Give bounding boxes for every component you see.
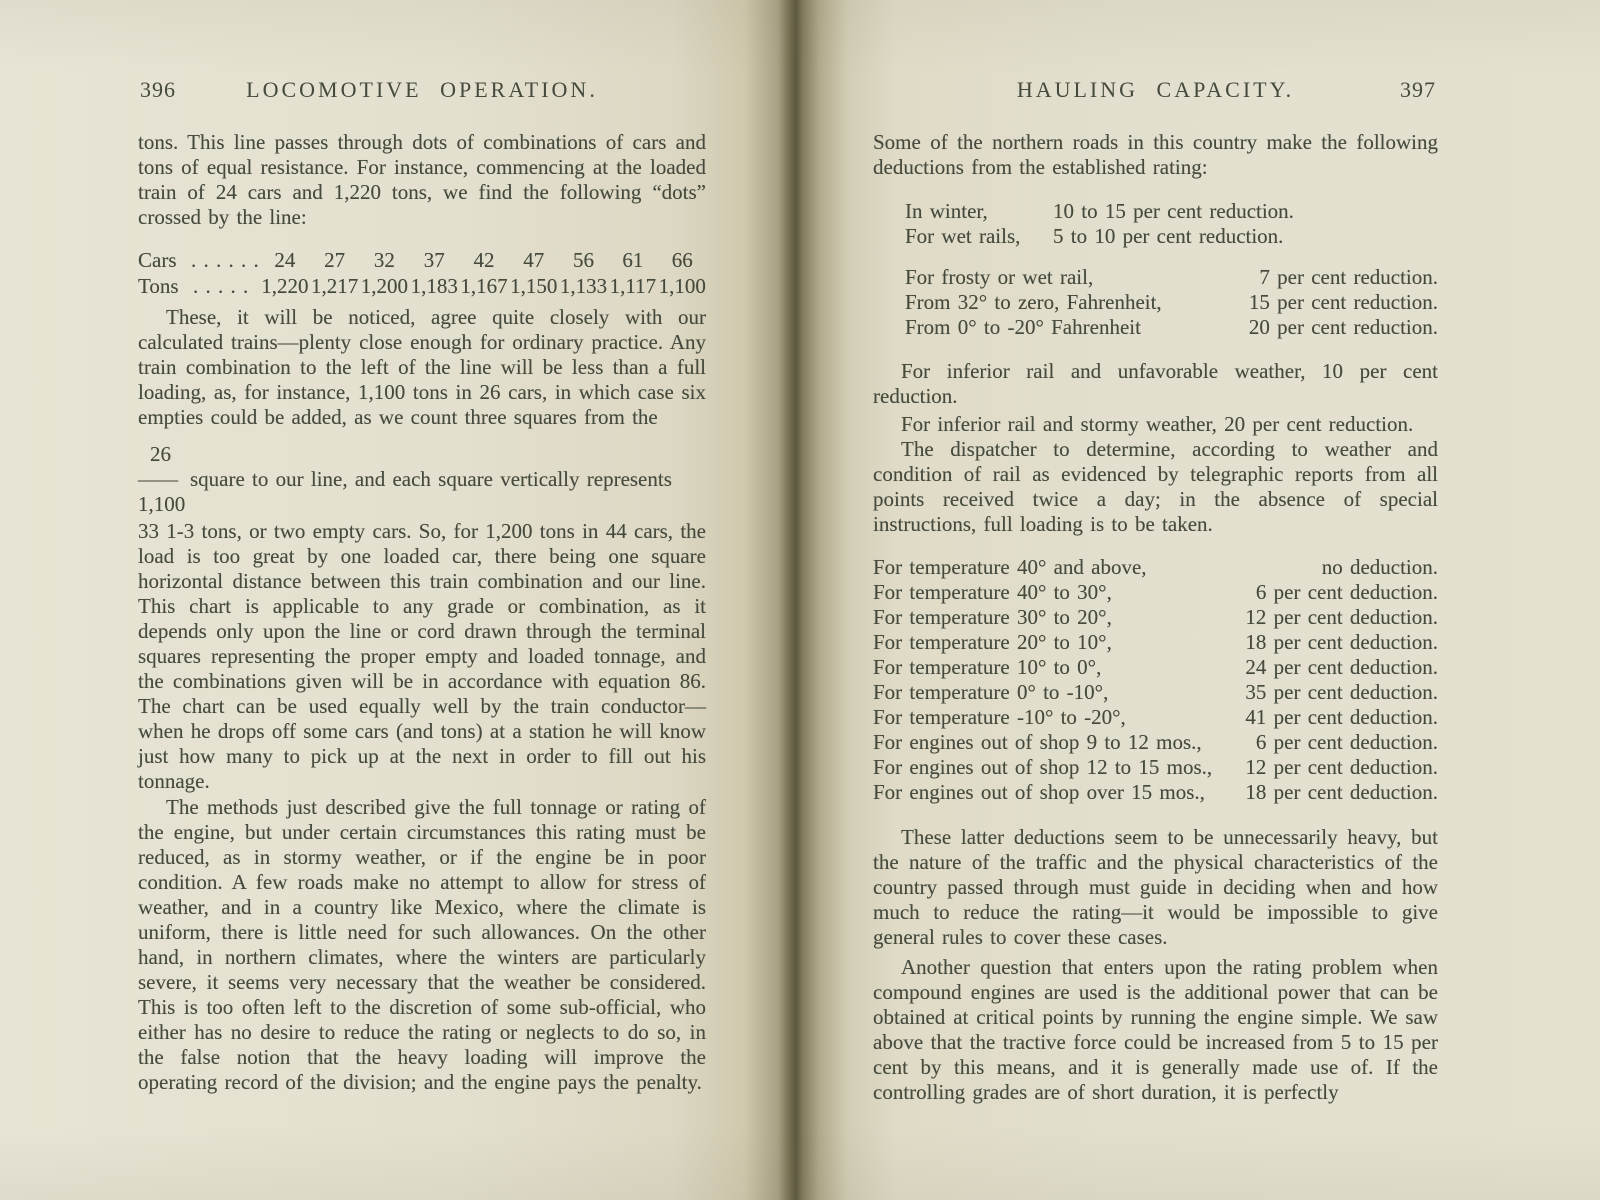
right-running-head: HAULING CAPACITY. (1016, 77, 1295, 102)
deduction-row (905, 315, 1438, 340)
cars-value: 27 (324, 248, 346, 272)
deduction-row (873, 705, 1438, 730)
deduction-value: 15 per cent reduction. (1248, 290, 1438, 314)
deduction-value: 24 per cent deduction. (1245, 655, 1438, 679)
tons-value: 1,200 (360, 274, 409, 298)
deduction-value: 35 per cent deduction. (1245, 680, 1438, 704)
deduction-row (873, 630, 1438, 655)
cars-tons-table (138, 247, 706, 299)
deduction-label: In winter, (905, 199, 988, 223)
deduction-value: 12 per cent deduction. (1245, 755, 1438, 779)
deduction-label: For frosty or wet rail, (905, 265, 1094, 289)
paragraph-inferior-unfavorable: For inferior rail and unfavorable weather, 10 per cent reduction. (873, 359, 1438, 408)
deduction-label: From 32° to zero, Fahrenheit, (905, 290, 1162, 314)
fraction-line-text: square to our line, and each square vertically represents (190, 467, 672, 491)
cars-tons-column (311, 247, 358, 299)
deduction-value: 18 per cent deduction. (1245, 780, 1438, 804)
deduction-label: For wet rails, (905, 224, 1021, 248)
cars-tons-column (610, 247, 656, 299)
winter-deduction-list (873, 199, 1438, 249)
fraction-numerator: 26 (150, 442, 171, 466)
deduction-value: 5 to 10 per cent reduction. (1053, 224, 1284, 248)
cars-value: 61 (622, 248, 644, 272)
fraction-block (138, 442, 706, 517)
deduction-row (873, 730, 1438, 755)
cars-tons-column (659, 247, 706, 299)
left-page-number: 396 (140, 77, 176, 102)
deduction-label: For engines out of shop 9 to 12 mos., (873, 730, 1202, 754)
deduction-row (873, 680, 1438, 705)
cars-tons-column (560, 247, 607, 299)
cars-tons-column (510, 247, 557, 299)
deduction-label: For temperature 30° to 20°, (873, 605, 1112, 629)
deduction-value: 6 per cent deduction. (1255, 580, 1438, 604)
cars-value: 24 (274, 248, 296, 272)
paragraph-methods: The methods just described give the full tonnage or rating of the engine, but under certain circumstances this rating must be reduced, as in stormy weather, or if the engine be in poor condition. A few roads make no attempt to allow for stress of weather, and in a country like Mexico, where the climate is uniform, there is little need for such allowances. On the other hand, in northern climates, where the winters are particularly severe, it seems very necessary that the weather be considered. This is too often left to the discretion of some sub-official, who either has no desire to reduce the rating or neglects to do so, in the false notion that the heavy loading will improve the operating record of the division; and the engine pays the penalty. (138, 795, 706, 1094)
right-page-number: 397 (1400, 77, 1436, 102)
cars-value: 37 (423, 248, 445, 272)
deduction-value: 7 per cent reduction. (1259, 265, 1438, 289)
deduction-row (873, 605, 1438, 630)
rail-deduction-list (873, 265, 1438, 340)
deduction-value: no deduction. (1321, 555, 1438, 579)
cars-tons-column (411, 247, 458, 299)
paragraph-intro-left: tons. This line passes through dots of combinations of cars and tons of equal resistance. For instance, commencing at the loaded train of 24 cars and 1,220 tons, we find the following “dots” crossed by the line: (138, 130, 706, 229)
tons-value: 1,217 (311, 274, 359, 298)
deduction-label: For engines out of shop over 15 mos., (873, 780, 1205, 804)
tons-value: 1,183 (410, 274, 458, 298)
deduction-row (873, 580, 1438, 605)
cars-value: 66 (671, 248, 693, 272)
cars-tons-column (261, 247, 308, 299)
paragraph-another: Another question that enters upon the rating problem when compound engines are used is the additional power that can be obtained at critical points by running the engine simple. We saw above that the tractive force could be increased from 5 to 15 per cent by this means, and it is generally made use of. If the controlling grades are of short duration, it is perfectly (873, 955, 1438, 1104)
deduction-row (905, 224, 1438, 249)
deduction-row (873, 780, 1438, 805)
tons-row-label: Tons . . . . . (138, 274, 249, 298)
deduction-row (873, 755, 1438, 780)
fraction-denominator: 1,100 (138, 492, 186, 516)
deduction-value: 41 per cent deduction. (1245, 705, 1438, 729)
tons-value: 1,167 (460, 274, 508, 298)
paragraph-these: These, it will be noticed, agree quite closely with our calculated trains—plenty close enough for ordinary practice. Any train combination to the left of the line will be less than a full loading, as, for instance, 1,100 tons in 26 cars, in which case six empties could be added, as we count three squares from the (138, 305, 706, 429)
paragraph-tons33: 33 1-3 tons, or two empty cars. So, for 1,200 tons in 44 cars, the load is too great by one loaded car, there being one square horizontal distance between this train combination and our line. This chart is applicable to any grade or combination, as it depends only upon the line or cord drawn through the terminal squares representing the proper empty and loaded tonnage, and the combinations given will be in accordance with equation 86. The chart can be used equally well by the train conductor—when he drops off some cars (and tons) at a station he will know just how many to pick up at the next in order to fill out his tonnage. (138, 519, 706, 793)
cars-tons-column (361, 247, 408, 299)
deduction-row (905, 265, 1438, 290)
deduction-row (905, 199, 1438, 224)
cars-tons-column (460, 247, 507, 299)
deduction-label: For temperature 40° and above, (873, 555, 1147, 579)
tons-value: 1,220 (261, 274, 309, 298)
temperature-deduction-list (873, 555, 1438, 805)
cars-tons-labels (138, 247, 259, 299)
paragraph-latter: These latter deductions seem to be unnecessarily heavy, but the nature of the traffic and the physical characteristics of the country passed through must guide in deciding when and how much to reduce the rating—it would be impossible to give general rules to cover these cases. (873, 825, 1438, 949)
deduction-label: For temperature 10° to 0°, (873, 655, 1102, 679)
deduction-label: For temperature 20° to 10°, (873, 630, 1112, 654)
deduction-value: 12 per cent deduction. (1245, 605, 1438, 629)
cars-value: 42 (473, 248, 495, 272)
fraction-bar: —— (138, 467, 176, 491)
cars-value: 47 (523, 248, 545, 272)
cars-row-label: Cars . . . . . . (138, 248, 259, 272)
deduction-label: For temperature 40° to 30°, (873, 580, 1112, 604)
left-page (138, 78, 706, 1138)
deduction-row (873, 555, 1438, 580)
deduction-label: For temperature 0° to -10°, (873, 680, 1109, 704)
paragraph-inferior-stormy: For inferior rail and stormy weather, 20 per cent reduction. (901, 412, 1414, 436)
paragraph-dispatcher: The dispatcher to determine, according to weather and condition of rail as evidenced by telegraphic reports from all points received twice a day; in the absence of special instructions, full loading is to be taken. (873, 437, 1438, 536)
deduction-value: 6 per cent deduction. (1255, 730, 1438, 754)
deduction-label: For temperature -10° to -20°, (873, 705, 1126, 729)
deduction-row (905, 290, 1438, 315)
deduction-label: For engines out of shop 12 to 15 mos., (873, 755, 1213, 779)
deduction-value: 10 to 15 per cent reduction. (1053, 199, 1294, 223)
cars-value: 32 (373, 248, 395, 272)
paragraph-intro-right: Some of the northern roads in this country make the following deductions from the established rating: (873, 130, 1438, 179)
tons-value: 1,150 (510, 274, 558, 298)
right-page (873, 78, 1438, 1138)
fraction-line (138, 467, 706, 492)
tons-value: 1,117 (609, 274, 657, 298)
deduction-value: 18 per cent deduction. (1245, 630, 1438, 654)
deduction-row (873, 655, 1438, 680)
left-running-head: LOCOMOTIVE OPERATION. (246, 77, 598, 102)
deduction-value: 20 per cent reduction. (1248, 315, 1438, 339)
cars-value: 56 (572, 248, 594, 272)
deduction-label: From 0° to -20° Fahrenheit (905, 315, 1141, 339)
tons-value: 1,100 (658, 274, 706, 298)
tons-value: 1,133 (559, 274, 608, 298)
